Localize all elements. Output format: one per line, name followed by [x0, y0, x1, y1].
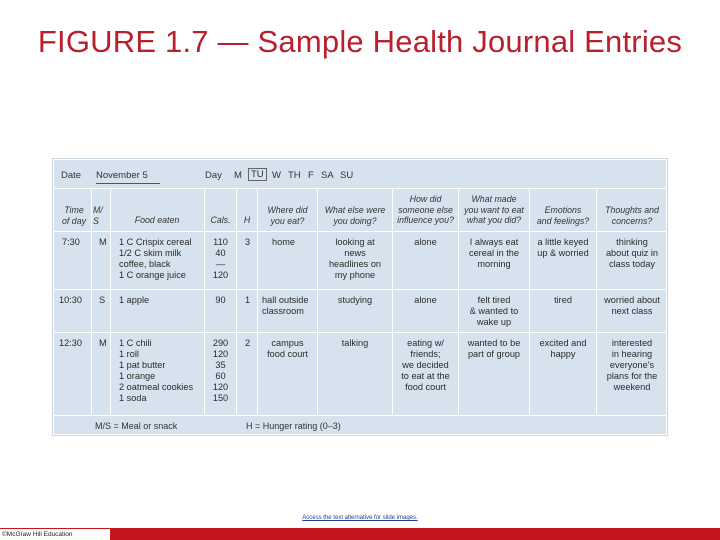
header-where: Where did you eat? — [267, 205, 308, 226]
grid-line — [54, 231, 666, 232]
row3-made: wanted to be part of group — [467, 338, 521, 359]
header-food: Food eaten — [134, 215, 180, 225]
row1-cals: 110 40 — 120 — [212, 237, 229, 280]
header-someone: How did someone else influence you? — [397, 194, 454, 225]
date-label: Date — [61, 170, 82, 181]
grid-line — [54, 188, 666, 189]
row1-time: 7:30 — [62, 237, 80, 247]
row1-made: I always eat cereal in the morning — [468, 237, 520, 269]
row2-ms: S — [99, 295, 106, 305]
day-tu-selected: TU — [248, 168, 267, 181]
row1-emotions: a little keyed up & worried — [537, 237, 589, 258]
slide-title: FIGURE 1.7 — Sample Health Journal Entries — [37, 24, 683, 59]
row1-thoughts: thinking about quiz in class today — [605, 237, 659, 269]
row1-where: home — [272, 237, 295, 247]
day-su: SU — [340, 170, 354, 181]
header-ms: M/ S — [93, 205, 103, 226]
legend-hunger-rating: H = Hunger rating (0–3) — [246, 421, 341, 431]
header-cals: Cals. — [210, 215, 231, 225]
row3-else: talking — [341, 338, 369, 348]
copyright-notice: ©McGraw Hill Education — [0, 529, 110, 540]
row2-thoughts: worried about next class — [604, 295, 660, 316]
row3-ms: M — [99, 338, 107, 348]
row3-time: 12:30 — [59, 338, 82, 348]
day-th: TH — [288, 170, 301, 181]
date-value: November 5 — [96, 170, 148, 181]
header-emotions: Emotions and feelings? — [536, 205, 590, 226]
grid-line — [54, 289, 666, 290]
row3-where: campus food court — [267, 338, 308, 359]
grid-line — [54, 332, 666, 333]
row2-someone: alone — [414, 295, 437, 305]
row3-emotions: excited and happy — [539, 338, 587, 359]
row2-made: felt tired & wanted to wake up — [469, 295, 519, 327]
row1-else: looking at news headlines on my phone — [328, 237, 382, 280]
day-f: F — [308, 170, 314, 181]
row3-someone: eating w/ friends; we decided to eat at the food court — [401, 338, 450, 392]
row1-food: 1 C Crispix cereal 1/2 C skim milk coffee, black 1 C orange juice — [119, 237, 192, 280]
header-made: What made you want to eat what you did? — [464, 194, 524, 225]
row1-hunger: 3 — [245, 237, 251, 247]
day-sa: SA — [321, 170, 334, 181]
day-w: W — [272, 170, 281, 181]
row2-hunger: 1 — [245, 295, 251, 305]
row1-someone: alone — [414, 237, 437, 247]
row3-hunger: 2 — [245, 338, 251, 348]
row2-food: 1 apple — [119, 295, 150, 305]
health-journal-figure — [52, 158, 668, 436]
day-m: M — [234, 170, 242, 181]
header-thoughts: Thoughts and concerns? — [605, 205, 659, 226]
row2-where: hall outside classroom — [262, 295, 309, 316]
row3-cals: 290 120 35 60 120 150 — [212, 338, 229, 403]
row2-else: studying — [337, 295, 373, 305]
date-line — [54, 160, 666, 188]
header-else: What else were you doing? — [324, 205, 386, 226]
header-hunger: H — [243, 215, 251, 225]
grid-line — [54, 415, 666, 416]
row1-ms: M — [99, 237, 107, 247]
text-alternative-link[interactable]: Access the text alternative for slide images. — [302, 515, 418, 521]
row2-cals: 90 — [215, 295, 226, 305]
row2-time: 10:30 — [59, 295, 82, 305]
day-label: Day — [205, 170, 222, 181]
row3-thoughts: interested in hearing everyone's plans for the weekend — [606, 338, 658, 392]
legend-meal-or-snack: M/S = Meal or snack — [95, 421, 178, 431]
date-underline — [96, 183, 160, 184]
grid-line — [91, 188, 92, 415]
header-time: Time of day — [62, 205, 86, 226]
row2-emotions: tired — [554, 295, 572, 305]
row3-food: 1 C chili 1 roll 1 pat butter 1 orange 2 oatmeal cookies 1 soda — [119, 338, 194, 403]
